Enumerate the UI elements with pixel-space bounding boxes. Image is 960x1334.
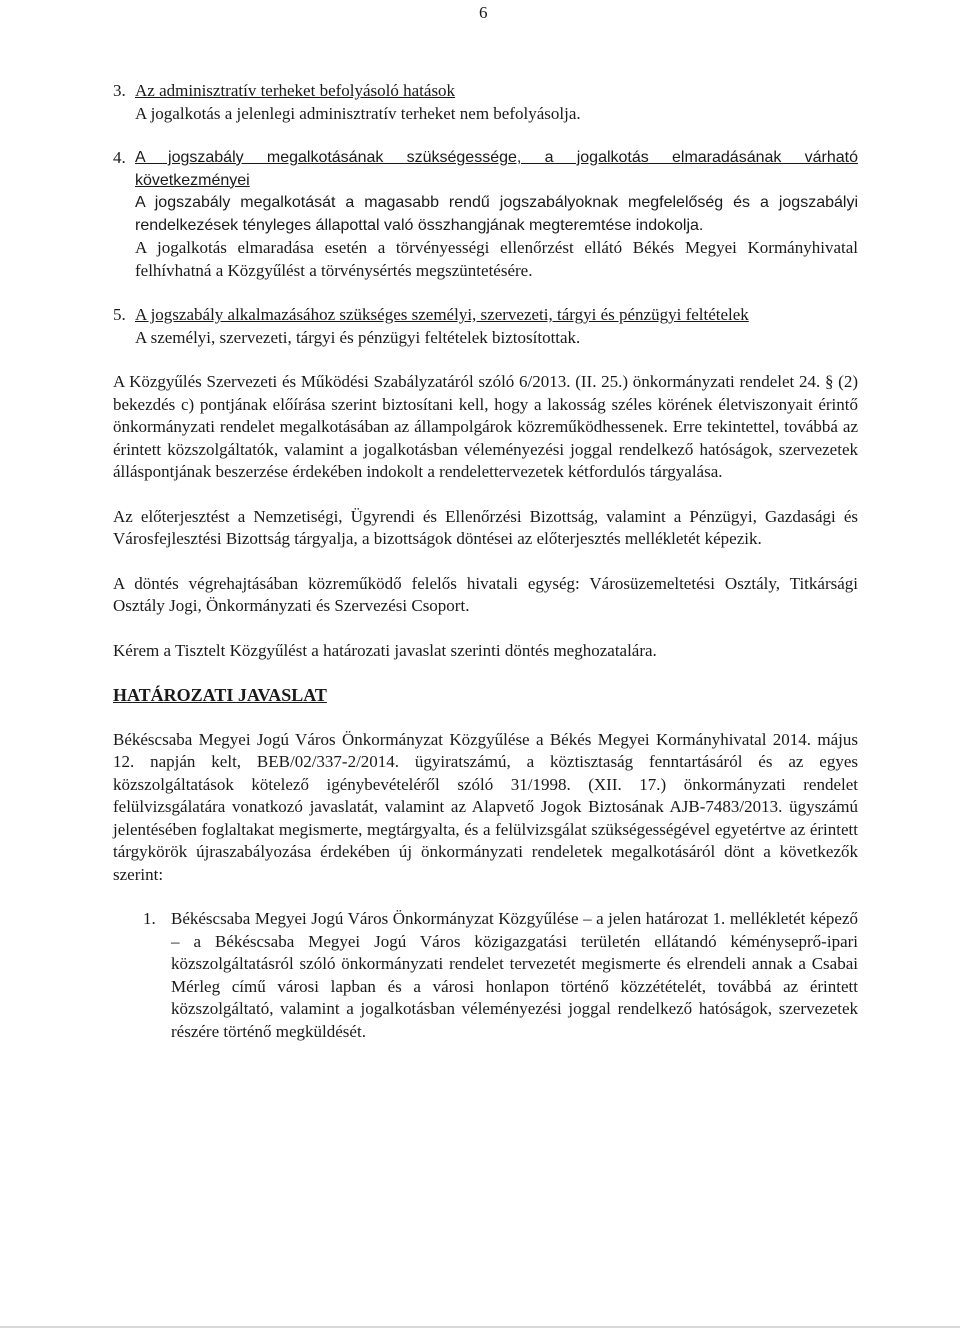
section-title-line-1: A jogszabály megalkotásának szükségessége, a jogalkotás elmaradásának várható (135, 149, 858, 166)
list-item-text: Békéscsaba Megyei Jogú Város Önkormányzat Közgyűlése – a jelen határozat 1. mellékletét képező – a Békéscsaba Megyei Jogú Város közigazgatási területén ellátandó kéményseprő-ipari közszolgáltatásról szóló önkormányzati rendelet tervezetét megismerte és elrendeli annak a Csabai Mérleg című városi lapban és a városi honlapon történő közzétételét, továbbá az érintett közszolgáltató, valamint a jogalkotásban véleményezési joggal rendelkező hatóságok, szervezetek részére történő megküldését. (171, 909, 858, 1041)
section-4 (113, 147, 858, 282)
page-number: 6 (479, 3, 488, 22)
section-number: 4. (113, 148, 126, 167)
section-title: A jogszabály alkalmazásához szükséges személyi, szervezeti, tárgyi és pénzügyi feltételek (135, 305, 749, 324)
section-title: Az adminisztratív terheket befolyásoló hatások (135, 81, 456, 100)
paragraph-smsz: A Közgyűlés Szervezeti és Működési Szabályzatáról szóló 6/2013. (II. 25.) önkormányzati rendelet 24. § (2) bekezdés c) pontjának előírása szerint biztosítani kell, hogy a lakosság széles körének életviszonyait érintő önkormányzati rendelet megalkotásában az állampolgárok közreműködhessenek. Erre tekintettel, továbbá az érintett közszolgáltatók, valamint a jogalkotásban véleményezési joggal rendelkező hatóságok, szervezetek álláspontjának beszerzése érdekében indokolt a rendelettervezetek kétfordulós tárgyalása. (113, 372, 858, 481)
section-number: 3. (113, 81, 126, 100)
paragraph-committees: Az előterjesztést a Nemzetiségi, Ügyrendi és Ellenőrzési Bizottság, valamint a Pénzügyi, Gazdasági és Városfejlesztési Bizottság tárgyalja, a bizottságok döntései az előterjesztés mellékletét képezik. (113, 506, 858, 548)
section-number: 5. (113, 305, 126, 324)
paragraph-responsible-unit: A döntés végrehajtásában közreműködő felelős hivatali egység: Városüzemeltetési Osztály, Titkársági Osztály Jogi, Önkormányzati és Szervezési Csoport. (113, 573, 858, 615)
paragraph-request: Kérem a Tisztelt Közgyűlést a határozati javaslat szerinti döntés meghozatalára. (113, 640, 657, 660)
section-text: A jogalkotás elmaradása esetén a törvényességi ellenőrzést ellátó Békés Megyei Kormányhivatal felhívhatná a Közgyűlést a törvénysértés megszüntetésére. (135, 238, 858, 280)
list-item (143, 908, 858, 1043)
resolution-intro: Békéscsaba Megyei Jogú Város Önkormányzat Közgyűlése a Békés Megyei Kormányhivatal 2014. május 12. napján kelt, BEB/02/337-2/2014. ügyiratszámú, a köztisztaság fenntartásáról és az egyes közszolgáltatások kötelező igénybevételéről szóló 31/1998. (XII. 17.) önkormányzati rendelet felülvizsgálatára vonatkozó javaslatát, valamint az Alapvető Jogok Biztosának AJB-7483/2013. ügyszámú jelentésében foglaltakat megismerte, megtárgyalta, és a felülvizsgálat szükségességével egyetértve az érintett tárgykörök újraszabályozása érdekében új önkormányzati rendeletek megalkotásáról dönt a következők szerint: (113, 729, 858, 884)
document-body (113, 80, 858, 1043)
section-text: A személyi, szervezeti, tárgyi és pénzügyi feltételek biztosítottak. (135, 327, 581, 347)
resolution-heading: HATÁROZATI JAVASLAT (113, 685, 327, 705)
section-5 (113, 304, 858, 349)
section-3 (113, 80, 858, 125)
section-text: A jogszabály megalkotását a magasabb rendű jogszabályoknak megfelelőség és a jogszabályi rendelkezések tényleges állapottal való összhangjának megteremtése indokolja. (135, 194, 858, 234)
section-text: A jogalkotás a jelenlegi adminisztratív terheket nem befolyásolja. (135, 103, 581, 123)
section-title-line-2: következményei (135, 171, 250, 189)
scan-edge-line (0, 1326, 960, 1328)
list-item-number: 1. (143, 909, 156, 928)
